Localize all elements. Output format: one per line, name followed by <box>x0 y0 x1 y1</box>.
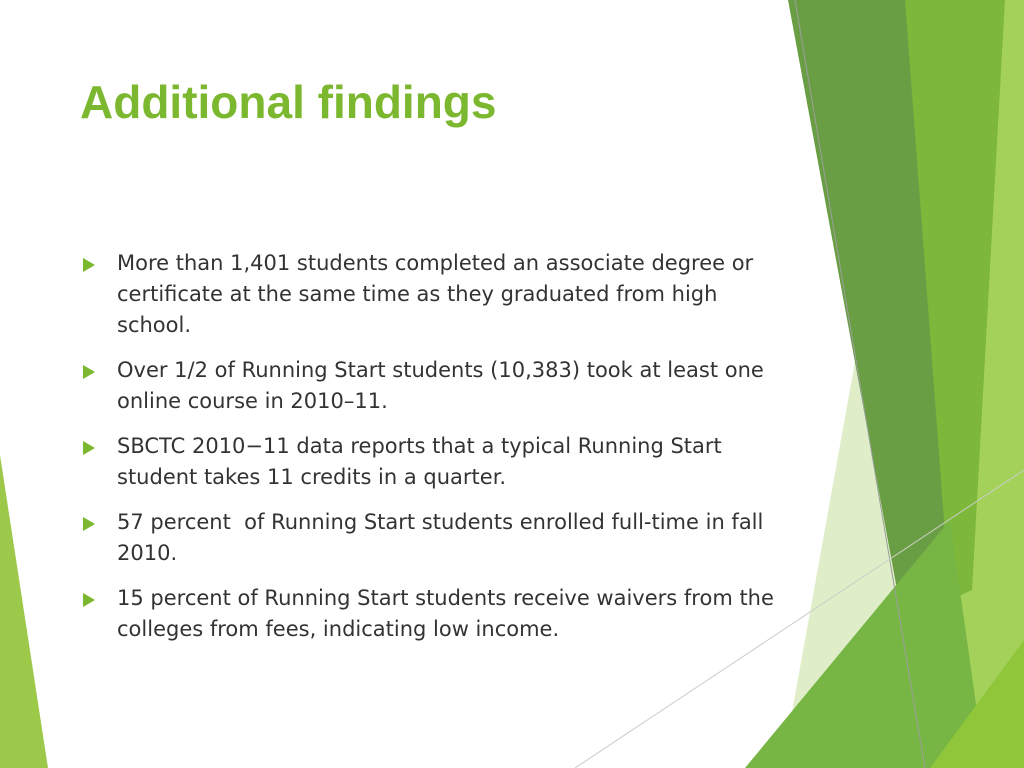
bullet-item <box>80 583 780 645</box>
triangle-right-icon <box>83 593 95 607</box>
bullet-text: 57 percent of Running Start students enrolled full-time in fall 2010. <box>117 510 771 565</box>
slide-title: Additional findings <box>80 76 497 128</box>
bullet-text: 15 percent of Running Start students receive waivers from the colleges from fees, indicating low income. <box>117 586 774 641</box>
bullet-text: More than 1,401 students completed an associate degree or certificate at the same time as they graduated from high school. <box>117 251 754 337</box>
bullet-item <box>80 507 780 569</box>
bullet-text: Over 1/2 of Running Start students (10,383) took at least one online course in 2010–11. <box>117 358 764 413</box>
triangle-right-icon <box>83 517 95 531</box>
bullet-item <box>80 248 780 341</box>
bullet-item <box>80 431 780 493</box>
left-green-sliver <box>0 455 48 768</box>
bullet-list <box>80 248 780 659</box>
triangle-right-icon <box>83 365 95 379</box>
bullet-item <box>80 355 780 417</box>
bullet-text: SBCTC 2010−11 data reports that a typical Running Start student takes 11 credits in a quarter. <box>117 434 722 489</box>
triangle-right-icon <box>83 258 95 272</box>
triangle-right-icon <box>83 441 95 455</box>
